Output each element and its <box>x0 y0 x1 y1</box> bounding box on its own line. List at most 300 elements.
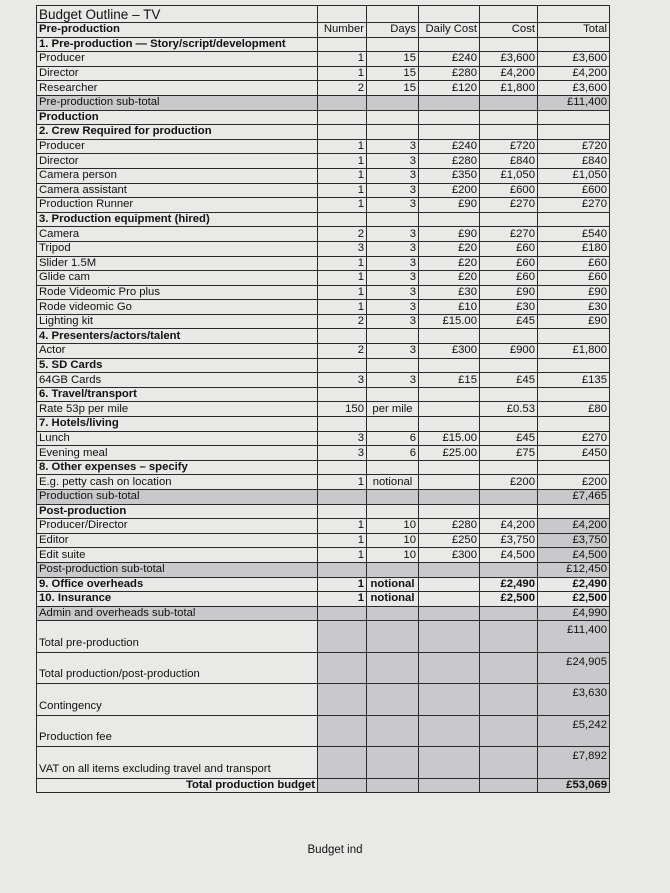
row-days <box>367 778 419 793</box>
row-total: £12,450 <box>538 562 610 577</box>
row-number <box>318 95 367 110</box>
row-cost: £270 <box>480 227 538 242</box>
row-label: Actor <box>37 344 318 359</box>
row-cost <box>480 606 538 621</box>
row-total: £4,500 <box>538 548 610 563</box>
row-daily-cost <box>419 212 480 227</box>
budget-table <box>36 5 610 793</box>
row-days <box>367 460 419 475</box>
row-total: £3,600 <box>538 81 610 96</box>
row-number: 1 <box>318 577 367 592</box>
row-label: Contingency <box>37 684 318 716</box>
row-number: 1 <box>318 256 367 271</box>
row-number: 1 <box>318 519 367 534</box>
row-daily-cost <box>419 652 480 684</box>
table-row <box>37 227 610 242</box>
row-days <box>367 652 419 684</box>
row-number: 2 <box>318 227 367 242</box>
row-label: Production fee <box>37 715 318 747</box>
row-total <box>538 37 610 52</box>
row-cost: £4,200 <box>480 66 538 81</box>
row-days: 3 <box>367 300 419 315</box>
row-cost: £75 <box>480 446 538 461</box>
row-cost: £200 <box>480 475 538 490</box>
subtotal-row <box>37 490 610 505</box>
row-total <box>538 504 610 519</box>
row-total: £270 <box>538 198 610 213</box>
row-days <box>367 504 419 519</box>
row-days: 3 <box>367 154 419 169</box>
row-total: £600 <box>538 183 610 198</box>
row-daily-cost <box>419 125 480 140</box>
title-row <box>37 6 610 23</box>
row-cost: £60 <box>480 241 538 256</box>
row-total <box>538 417 610 432</box>
row-total: £180 <box>538 241 610 256</box>
subtotal-row <box>37 606 610 621</box>
row-days <box>367 490 419 505</box>
row-cost <box>480 460 538 475</box>
row-days <box>367 715 419 747</box>
row-daily-cost <box>419 475 480 490</box>
row-daily-cost: £280 <box>419 154 480 169</box>
row-label: Admin and overheads sub-total <box>37 606 318 621</box>
row-cost <box>480 125 538 140</box>
row-cost <box>480 329 538 344</box>
row-days: 3 <box>367 168 419 183</box>
table-row <box>37 519 610 534</box>
table-row <box>37 475 610 490</box>
row-number: 3 <box>318 446 367 461</box>
grand-total-row <box>37 778 610 793</box>
table-row <box>37 577 610 592</box>
subtotal-row <box>37 562 610 577</box>
row-days: 3 <box>367 198 419 213</box>
row-number: 3 <box>318 241 367 256</box>
table-row <box>37 256 610 271</box>
summary-row <box>37 684 610 716</box>
row-total <box>538 329 610 344</box>
row-number: 1 <box>318 285 367 300</box>
row-label: Total pre-production <box>37 621 318 653</box>
row-number <box>318 490 367 505</box>
row-cost <box>480 95 538 110</box>
row-daily-cost: £90 <box>419 227 480 242</box>
row-number <box>318 606 367 621</box>
section-header-row <box>37 387 610 402</box>
row-days: 6 <box>367 446 419 461</box>
row-cost <box>480 490 538 505</box>
row-days <box>367 125 419 140</box>
row-cost: £1,800 <box>480 81 538 96</box>
row-number: 1 <box>318 533 367 548</box>
header-cost: Cost <box>480 23 538 38</box>
table-row <box>37 314 610 329</box>
row-total: £3,600 <box>538 52 610 67</box>
row-cost: £720 <box>480 139 538 154</box>
row-total: £450 <box>538 446 610 461</box>
section-header-row <box>37 110 610 125</box>
row-total <box>538 212 610 227</box>
row-daily-cost: £350 <box>419 168 480 183</box>
row-label: 6. Travel/transport <box>37 387 318 402</box>
row-number: 3 <box>318 431 367 446</box>
summary-row <box>37 747 610 779</box>
row-daily-cost: £300 <box>419 548 480 563</box>
row-number: 1 <box>318 548 367 563</box>
row-number: 1 <box>318 139 367 154</box>
row-number <box>318 417 367 432</box>
row-daily-cost: £20 <box>419 271 480 286</box>
row-daily-cost <box>419 95 480 110</box>
row-days: 15 <box>367 52 419 67</box>
section-header-row <box>37 37 610 52</box>
row-cost: £4,200 <box>480 519 538 534</box>
row-days: per mile <box>367 402 419 417</box>
header-section: Pre-production <box>37 23 318 38</box>
row-daily-cost <box>419 504 480 519</box>
row-days <box>367 417 419 432</box>
row-cost <box>480 778 538 793</box>
row-days: notional <box>367 577 419 592</box>
document-title: Budget Outline – TV <box>37 6 318 23</box>
row-daily-cost <box>419 490 480 505</box>
subtotal-row <box>37 95 610 110</box>
row-daily-cost <box>419 606 480 621</box>
row-cost <box>480 358 538 373</box>
row-days: 3 <box>367 139 419 154</box>
row-label: Edit suite <box>37 548 318 563</box>
page-footer: Budget ind <box>307 844 363 856</box>
row-label: Rode videomic Go <box>37 300 318 315</box>
row-total: £2,500 <box>538 592 610 607</box>
row-total <box>538 358 610 373</box>
row-label: Slider 1.5M <box>37 256 318 271</box>
row-days <box>367 37 419 52</box>
row-total: £1,800 <box>538 344 610 359</box>
row-label: 9. Office overheads <box>37 577 318 592</box>
row-days: 3 <box>367 373 419 388</box>
row-cost <box>480 684 538 716</box>
row-cost: £900 <box>480 344 538 359</box>
row-number <box>318 684 367 716</box>
row-total: £7,892 <box>538 747 610 779</box>
row-label: Post-production sub-total <box>37 562 318 577</box>
row-days <box>367 621 419 653</box>
row-daily-cost: £90 <box>419 198 480 213</box>
row-daily-cost: £10 <box>419 300 480 315</box>
row-label: 5. SD Cards <box>37 358 318 373</box>
row-daily-cost: £25.00 <box>419 446 480 461</box>
row-daily-cost: £200 <box>419 183 480 198</box>
row-days: notional <box>367 475 419 490</box>
row-days <box>367 358 419 373</box>
row-cost <box>480 110 538 125</box>
row-cost: £3,750 <box>480 533 538 548</box>
row-number: 1 <box>318 198 367 213</box>
row-number: 1 <box>318 475 367 490</box>
row-label: Producer <box>37 139 318 154</box>
table-row <box>37 198 610 213</box>
row-label: 7. Hotels/living <box>37 417 318 432</box>
row-days <box>367 110 419 125</box>
row-days <box>367 95 419 110</box>
row-label: Production sub-total <box>37 490 318 505</box>
row-label: Pre-production sub-total <box>37 95 318 110</box>
row-total: £11,400 <box>538 95 610 110</box>
row-number <box>318 387 367 402</box>
row-total: £720 <box>538 139 610 154</box>
row-days: 15 <box>367 81 419 96</box>
row-number: 1 <box>318 52 367 67</box>
row-label: 4. Presenters/actors/talent <box>37 329 318 344</box>
row-days <box>367 329 419 344</box>
table-row <box>37 81 610 96</box>
row-cost: £60 <box>480 256 538 271</box>
row-daily-cost: £30 <box>419 285 480 300</box>
row-cost <box>480 652 538 684</box>
table-row <box>37 592 610 607</box>
row-number <box>318 562 367 577</box>
row-cost <box>480 562 538 577</box>
row-cost: £600 <box>480 183 538 198</box>
row-total: £24,905 <box>538 652 610 684</box>
row-number: 1 <box>318 183 367 198</box>
summary-row <box>37 621 610 653</box>
row-days <box>367 606 419 621</box>
row-total: £840 <box>538 154 610 169</box>
row-daily-cost <box>419 778 480 793</box>
row-daily-cost: £300 <box>419 344 480 359</box>
row-label: Glide cam <box>37 271 318 286</box>
row-label: Editor <box>37 533 318 548</box>
row-number <box>318 715 367 747</box>
row-daily-cost: £240 <box>419 52 480 67</box>
table-row <box>37 154 610 169</box>
row-daily-cost <box>419 358 480 373</box>
row-cost: £90 <box>480 285 538 300</box>
row-days <box>367 684 419 716</box>
row-total: £11,400 <box>538 621 610 653</box>
summary-row <box>37 652 610 684</box>
row-days <box>367 212 419 227</box>
row-days: 3 <box>367 183 419 198</box>
row-total: £60 <box>538 271 610 286</box>
row-cost: £45 <box>480 431 538 446</box>
row-number <box>318 110 367 125</box>
row-cost <box>480 37 538 52</box>
row-total: £80 <box>538 402 610 417</box>
section-header-row <box>37 358 610 373</box>
section-header-row <box>37 460 610 475</box>
table-row <box>37 548 610 563</box>
row-daily-cost <box>419 329 480 344</box>
header-row <box>37 23 610 38</box>
row-number <box>318 747 367 779</box>
row-label: Researcher <box>37 81 318 96</box>
summary-row <box>37 715 610 747</box>
row-cost: £1,050 <box>480 168 538 183</box>
row-daily-cost <box>419 562 480 577</box>
row-label: Rate 53p per mile <box>37 402 318 417</box>
row-days: 15 <box>367 66 419 81</box>
row-daily-cost <box>419 417 480 432</box>
row-label: Tripod <box>37 241 318 256</box>
section-header-row <box>37 125 610 140</box>
row-number: 150 <box>318 402 367 417</box>
row-cost: £2,500 <box>480 592 538 607</box>
row-days: 3 <box>367 241 419 256</box>
row-cost <box>480 417 538 432</box>
row-days: 10 <box>367 519 419 534</box>
row-days <box>367 562 419 577</box>
row-number: 1 <box>318 154 367 169</box>
row-label: Camera person <box>37 168 318 183</box>
row-daily-cost <box>419 621 480 653</box>
row-number: 2 <box>318 344 367 359</box>
row-number <box>318 778 367 793</box>
row-label: E.g. petty cash on location <box>37 475 318 490</box>
table-row <box>37 183 610 198</box>
section-header-row <box>37 504 610 519</box>
header-daily-cost: Daily Cost <box>419 23 480 38</box>
table-row <box>37 241 610 256</box>
row-number: 1 <box>318 592 367 607</box>
row-cost <box>480 715 538 747</box>
row-label: Post-production <box>37 504 318 519</box>
row-daily-cost <box>419 460 480 475</box>
row-total: £540 <box>538 227 610 242</box>
header-number: Number <box>318 23 367 38</box>
table-row <box>37 285 610 300</box>
row-cost: £45 <box>480 314 538 329</box>
row-label: Director <box>37 154 318 169</box>
row-daily-cost <box>419 684 480 716</box>
row-number: 2 <box>318 314 367 329</box>
row-label: Producer <box>37 52 318 67</box>
table-row <box>37 344 610 359</box>
row-daily-cost: £15.00 <box>419 314 480 329</box>
row-total: £90 <box>538 314 610 329</box>
row-total: £5,242 <box>538 715 610 747</box>
row-cost: £2,490 <box>480 577 538 592</box>
table-row <box>37 66 610 81</box>
row-daily-cost <box>419 715 480 747</box>
row-cost <box>480 747 538 779</box>
row-total: £4,990 <box>538 606 610 621</box>
section-header-row <box>37 417 610 432</box>
row-daily-cost: £120 <box>419 81 480 96</box>
row-daily-cost: £15 <box>419 373 480 388</box>
row-daily-cost <box>419 577 480 592</box>
row-label: 10. Insurance <box>37 592 318 607</box>
row-label: 2. Crew Required for production <box>37 125 318 140</box>
row-number: 1 <box>318 300 367 315</box>
row-total: £7,465 <box>538 490 610 505</box>
row-number: 1 <box>318 66 367 81</box>
table-row <box>37 373 610 388</box>
row-label: Camera <box>37 227 318 242</box>
row-label: Lighting kit <box>37 314 318 329</box>
row-cost: £30 <box>480 300 538 315</box>
row-cost: £3,600 <box>480 52 538 67</box>
row-label: Director <box>37 66 318 81</box>
row-daily-cost: £15.00 <box>419 431 480 446</box>
row-label: Producer/Director <box>37 519 318 534</box>
row-number <box>318 329 367 344</box>
row-cost: £45 <box>480 373 538 388</box>
row-days: 3 <box>367 271 419 286</box>
row-number <box>318 125 367 140</box>
row-label: 64GB Cards <box>37 373 318 388</box>
row-total: £90 <box>538 285 610 300</box>
header-total: Total <box>538 23 610 38</box>
row-daily-cost: £250 <box>419 533 480 548</box>
row-label: Production <box>37 110 318 125</box>
row-number <box>318 621 367 653</box>
row-total: £2,490 <box>538 577 610 592</box>
row-cost: £270 <box>480 198 538 213</box>
section-header-row <box>37 329 610 344</box>
row-days <box>367 387 419 402</box>
row-number <box>318 504 367 519</box>
row-daily-cost <box>419 37 480 52</box>
table-row <box>37 402 610 417</box>
row-daily-cost <box>419 402 480 417</box>
row-total: £60 <box>538 256 610 271</box>
table-row <box>37 271 610 286</box>
row-days: 6 <box>367 431 419 446</box>
row-days: 3 <box>367 227 419 242</box>
row-daily-cost: £280 <box>419 66 480 81</box>
row-daily-cost: £20 <box>419 241 480 256</box>
row-daily-cost: £20 <box>419 256 480 271</box>
header-days: Days <box>367 23 419 38</box>
row-daily-cost: £240 <box>419 139 480 154</box>
row-number: 1 <box>318 168 367 183</box>
row-number <box>318 37 367 52</box>
row-days: 10 <box>367 533 419 548</box>
row-label: 8. Other expenses – specify <box>37 460 318 475</box>
row-total: £4,200 <box>538 66 610 81</box>
row-days: 3 <box>367 314 419 329</box>
row-total: £1,050 <box>538 168 610 183</box>
row-label: Rode Videomic Pro plus <box>37 285 318 300</box>
row-number <box>318 460 367 475</box>
row-label: Production Runner <box>37 198 318 213</box>
row-days: 3 <box>367 256 419 271</box>
row-number <box>318 212 367 227</box>
section-header-row <box>37 212 610 227</box>
row-total <box>538 110 610 125</box>
row-daily-cost <box>419 110 480 125</box>
row-number <box>318 358 367 373</box>
row-number: 3 <box>318 373 367 388</box>
table-row <box>37 139 610 154</box>
row-days: 3 <box>367 344 419 359</box>
row-cost: £0.53 <box>480 402 538 417</box>
row-total: £30 <box>538 300 610 315</box>
table-row <box>37 52 610 67</box>
row-label: Evening meal <box>37 446 318 461</box>
row-days <box>367 747 419 779</box>
row-cost: £4,500 <box>480 548 538 563</box>
table-row <box>37 300 610 315</box>
row-total: £53,069 <box>538 778 610 793</box>
row-daily-cost <box>419 387 480 402</box>
table-row <box>37 168 610 183</box>
row-number: 2 <box>318 81 367 96</box>
